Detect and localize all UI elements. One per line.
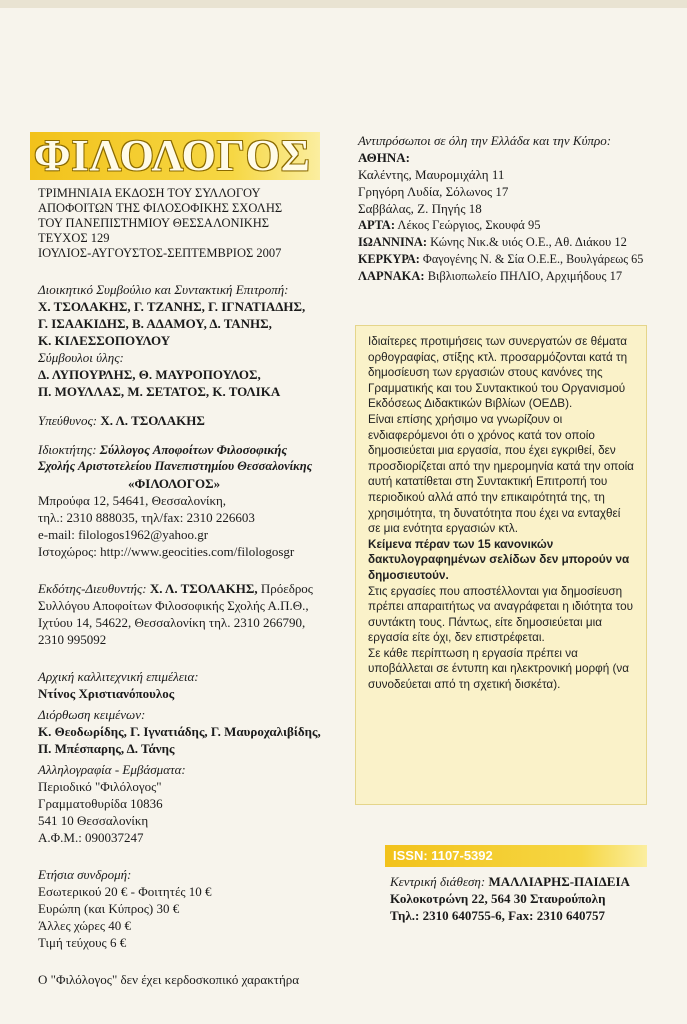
owner-email: e-mail: filologos1962@yahoo.gr [38, 527, 209, 542]
owner-name: Σύλλογος Αποφοίτων Φιλοσοφικής [99, 442, 288, 457]
representative-text: Λέκος Γεώργιος, Σκουφά 95 [394, 218, 541, 232]
publisher-role: Πρόεδρος [257, 581, 313, 596]
subscription-section [38, 866, 338, 951]
representative-larnaka [358, 268, 658, 285]
responsible-label: Υπεύθυνος: [38, 413, 98, 428]
guideline-paragraph: Σε κάθε περίπτωση η εργασία πρέπει να υποβάλλεται σε έντυπη και ηλεκτρονική μορφή (να συνοδεύεται από τη σχετική δισκέτα). [368, 646, 629, 692]
city-name: ΛΑΡΝΑΚΑ: [358, 269, 425, 283]
responsible-name: Χ. Λ. ΤΣΟΛΑΚΗΣ [100, 413, 205, 428]
representative-line: Καλέντης, Μαυρομιχάλη 11 [358, 167, 505, 182]
athens-label: ΑΘΗΝΑ: [358, 150, 410, 165]
publisher-line: 2310 995092 [38, 632, 107, 647]
responsible-section [38, 412, 338, 429]
representative-ioannina [358, 234, 658, 251]
logo-text: ΦΙΛΟΛΟΓΟΣ [34, 131, 311, 180]
board-members-line: Χ. ΤΣΟΛΑΚΗΣ, Γ. ΤΖΑΝΗΣ, Γ. ΙΓΝΑΤΙΑΔΗΣ, [38, 299, 306, 314]
city-name: ΑΡΤΑ: [358, 218, 395, 232]
proofreading-label: Διόρθωση κειμένων: [38, 707, 146, 722]
guideline-paragraph: Είναι επίσης χρήσιμο να γνωρίζουν οι ενδιαφερόμενοι ότι ο χρόνος κατά τον οποίο δημοσιεύεται μια εργασία, που έχει εγκριθεί, δεν προσδιορίζεται από την ημερομηνία κατά την οποία αυτή κατατίθεται στη Συντακτική Επιτροπή του περιοδικού αλλά από την επικαιρότητά της, τη χρησιμότητα, τη δυνατότητα που έχει να ενταχθεί σε μια ενότητα εργασιών κτλ. [368, 412, 634, 536]
publisher-name: Χ. Λ. ΤΣΟΛΑΚΗΣ, [149, 581, 258, 596]
correspondence-label: Αλληλογραφία - Εμβάσματα: [38, 762, 186, 777]
representative-line: Σαββάλας, Ζ. Πηγής 18 [358, 201, 482, 216]
board-section [38, 281, 338, 400]
guideline-paragraph: Ιδιαίτερες προτιμήσεις των συνεργατών σε θέματα ορθογραφίας, στίξης κτλ. προσαρμόζονται κατά τη δημοσίευση των εργασιών στους κανόνες της Γραμματικής και του Συντακτικού του Οργανισμού Εκδόσεως Διδακτικών Βιβλίων (ΟΕΔΒ). [368, 335, 628, 411]
proofreading-section [38, 706, 338, 757]
nonprofit-text: Ο "Φιλόλογος" δεν έχει κερδοσκοπικό χαρακτήρα [38, 972, 300, 987]
guideline-paragraph: Στις εργασίες που αποστέλλονται για δημοσίευση πρέπει απαραιτήτως να αναγράφεται η ιδιότητα του συντάκτη τους. Πάντως, είτε δημοσιεύεται μια εργασία είτε όχι, δεν επιστρέφεται. [368, 584, 634, 645]
owner-phone: τηλ.: 2310 888035, τηλ/fax: 2310 226603 [38, 510, 255, 525]
advisors-line: Δ. ΛΥΠΟΥΡΛΗΣ, Θ. ΜΑΥΡΟΠΟΥΛΟΣ, [38, 367, 261, 382]
issue-number: ΤΕΥΧΟΣ 129 [38, 231, 110, 245]
board-label: Διοικητικό Συμβούλιο και Συντακτική Επιτροπή: [38, 282, 289, 297]
distribution-section [390, 873, 660, 924]
owner-name: «ΦΙΛΟΛΟΓΟΣ» [128, 476, 221, 491]
owner-website: Ιστοχώρος: http://www.geocities.com/filologosgr [38, 544, 295, 559]
art-name: Ντίνος Χριστιανόπουλος [38, 686, 175, 701]
correspondence-section [38, 761, 338, 846]
subtitle-line: ΑΠΟΦΟΙΤΩΝ ΤΗΣ ΦΙΛΟΣΟΦΙΚΗΣ ΣΧΟΛΗΣ [38, 201, 283, 215]
issn-banner [385, 845, 647, 867]
subscription-line: Ευρώπη (και Κύπρος) 30 € [38, 901, 180, 916]
magazine-logo [30, 132, 320, 180]
representative-text: Βιβλιοπωλείο ΠΗΛΙΟ, Αρχιμήδους 17 [424, 269, 623, 283]
representative-text: Κώνης Νικ.& υιός Ο.Ε., Αθ. Διάκου 12 [427, 235, 627, 249]
submission-guidelines-box [355, 325, 647, 805]
issue-date: ΙΟΥΛΙΟΣ-ΑΥΓΟΥΣΤΟΣ-ΣΕΠΤΕΜΒΡΙΟΣ 2007 [38, 246, 282, 260]
masthead-subtitle [38, 186, 338, 261]
board-members-line: Γ. ΙΣΑΑΚΙΔΗΣ, Β. ΑΔΑΜΟΥ, Δ. ΤΑΝΗΣ, [38, 316, 272, 331]
owner-address: Μπρούφα 12, 54641, Θεσσαλονίκη, [38, 493, 227, 508]
owner-label: Ιδιοκτήτης: [38, 442, 97, 457]
advisors-label: Σύμβουλοι ύλης: [38, 350, 124, 365]
correspondence-line: Γραμματοθυρίδα 10836 [38, 796, 163, 811]
city-name: ΙΩΑΝΝΙΝΑ: [358, 235, 428, 249]
distribution-phone: Τηλ.: 2310 640755-6, Fax: 2310 640757 [390, 908, 605, 923]
proofreading-line: Κ. Θεοδωρίδης, Γ. Ιγνατιάδης, Γ. Μαυροχαλιβίδης, [38, 724, 321, 739]
publisher-line: Ιχτύου 14, 54622, Θεσσαλονίκη τηλ. 2310 266790, [38, 615, 306, 630]
subscription-line: Εσωτερικού 20 € - Φοιτητές 10 € [38, 884, 212, 899]
owner-section [38, 441, 338, 560]
representative-kerkyra [358, 251, 658, 268]
subscription-label: Ετήσια συνδρομή: [38, 867, 132, 882]
city-name: ΚΕΡΚΥΡΑ: [358, 252, 420, 266]
nonprofit-note [38, 971, 338, 988]
publisher-line: Συλλόγου Αποφοίτων Φιλοσοφικής Σχολής Α.Π.Θ., [38, 598, 309, 613]
subtitle-line: ΤΟΥ ΠΑΝΕΠΙΣΤΗΜΙΟΥ ΘΕΣΣΑΛΟΝΙΚΗΣ [38, 216, 270, 230]
distribution-label: Κεντρική διάθεση: [390, 874, 486, 889]
subscription-line: Τιμή τεύχους 6 € [38, 935, 127, 950]
representative-arta [358, 217, 658, 234]
representative-text: Φαγογένης Ν. & Σία Ο.Ε.Ε., Βουλγάρεως 65 [419, 252, 644, 266]
advisors-line: Π. ΜΟΥΛΛΑΣ, Μ. ΣΕΤΑΤΟΣ, Κ. ΤΟΛΙΚΑ [38, 384, 281, 399]
distribution-name: ΜΑΛΛΙΑΡΗΣ-ΠΑΙΔΕΙΑ [485, 874, 630, 889]
top-edge-strip [0, 0, 687, 8]
representative-line: Γρηγόρη Λυδία, Σόλωνος 17 [358, 184, 509, 199]
guideline-page-limit: Κείμενα πέραν των 15 κανονικών δακτυλογραφημένων σελίδων δεν μπορούν να δημοσιευτούν. [368, 537, 630, 582]
left-column [34, 131, 338, 988]
art-section [38, 668, 338, 702]
proofreading-line: Π. Μπέσπαρης, Δ. Τάνης [38, 741, 175, 756]
owner-name: Σχολής Αριστοτελείου Πανεπιστημίου Θεσσαλονίκης [38, 459, 313, 473]
publisher-section [38, 580, 338, 648]
distribution-address: Κολοκοτρώνη 22, 564 30 Σταυρούπολη [390, 891, 606, 906]
correspondence-line: 541 10 Θεσσαλονίκη [38, 813, 149, 828]
issn-text: ISSN: 1107-5392 [393, 848, 493, 863]
subscription-line: Άλλες χώρες 40 € [38, 918, 131, 933]
tax-number: Α.Φ.Μ.: 090037247 [38, 830, 144, 845]
publisher-label: Εκδότης-Διευθυντής: [38, 581, 147, 596]
correspondence-line: Περιοδικό "Φιλόλογος" [38, 779, 162, 794]
subtitle-line: ΤΡΙΜΗΝΙΑΙΑ ΕΚΔΟΣΗ ΤΟΥ ΣΥΛΛΟΓΟΥ [38, 186, 261, 200]
right-column [358, 132, 658, 285]
representatives-label: Αντιπρόσωποι σε όλη την Ελλάδα και την Κύπρο: [358, 133, 612, 148]
board-members-line: Κ. ΚΙΛΕΣΣΟΠΟΥΛΟΥ [38, 333, 171, 348]
art-label: Αρχική καλλιτεχνική επιμέλεια: [38, 669, 199, 684]
